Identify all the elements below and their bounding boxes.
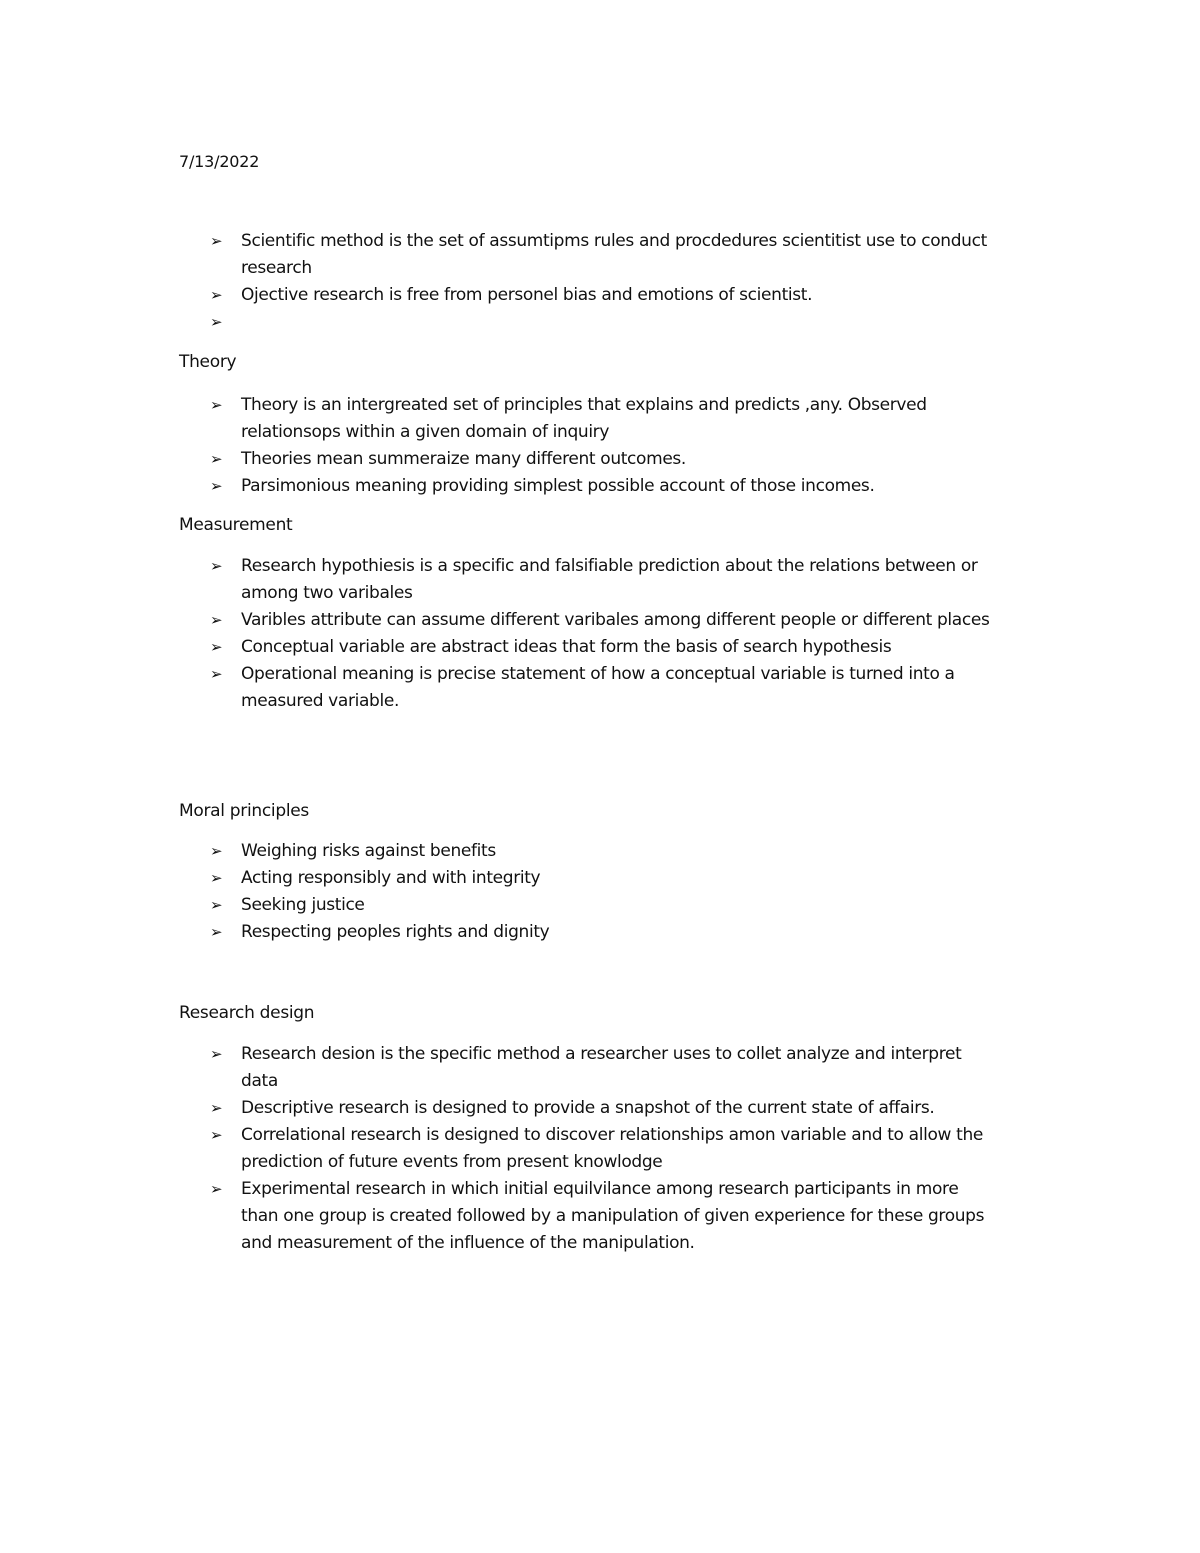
list-item-text: Correlational research is designed to discover relationships amon variable and to allow the prediction of future events from present knowlodge bbox=[241, 1125, 983, 1172]
list-item bbox=[210, 892, 990, 919]
arrowhead-bullet-icon: ➢ bbox=[210, 896, 223, 914]
arrowhead-bullet-icon: ➢ bbox=[210, 611, 223, 629]
list-item bbox=[210, 1176, 990, 1257]
arrowhead-bullet-icon: ➢ bbox=[210, 396, 223, 414]
arrowhead-bullet-icon: ➢ bbox=[210, 477, 223, 495]
list-item-text: Descriptive research is designed to provide a snapshot of the current state of affairs. bbox=[241, 1098, 935, 1118]
list-item bbox=[210, 553, 990, 607]
list-item bbox=[210, 919, 990, 946]
arrowhead-bullet-icon: ➢ bbox=[210, 450, 223, 468]
list-item-text: Weighing risks against benefits bbox=[241, 841, 496, 861]
list-item-text: Theory is an intergreated set of principles that explains and predicts ,any. Observed relationsops within a given domain of inquiry bbox=[241, 395, 927, 442]
intro-list bbox=[210, 228, 990, 331]
list-item-text: Conceptual variable are abstract ideas that form the basis of search hypothesis bbox=[241, 637, 892, 657]
arrowhead-bullet-icon: ➢ bbox=[210, 1099, 223, 1117]
list-item-text: Research hypothiesis is a specific and falsifiable prediction about the relations between or among two varibales bbox=[241, 556, 978, 603]
list-item-text: Ojective research is free from personel bias and emotions of scientist. bbox=[241, 285, 813, 305]
list-item bbox=[210, 865, 990, 892]
section-heading-measurement: Measurement bbox=[179, 515, 293, 535]
arrowhead-bullet-icon: ➢ bbox=[210, 1045, 223, 1063]
list-item bbox=[210, 228, 990, 282]
list-item-text: Varibles attribute can assume different varibales among different people or different places bbox=[241, 610, 990, 630]
arrowhead-bullet-icon: ➢ bbox=[210, 842, 223, 860]
list-item bbox=[210, 1095, 990, 1122]
arrowhead-bullet-icon: ➢ bbox=[210, 313, 223, 331]
arrowhead-bullet-icon: ➢ bbox=[210, 286, 223, 304]
section-heading-theory: Theory bbox=[179, 352, 237, 372]
list-item-text: Seeking justice bbox=[241, 895, 365, 915]
list-item-text: Respecting peoples rights and dignity bbox=[241, 922, 550, 942]
arrowhead-bullet-icon: ➢ bbox=[210, 869, 223, 887]
list-item bbox=[210, 607, 990, 634]
list-item bbox=[210, 282, 990, 309]
measurement-list bbox=[210, 553, 990, 715]
arrowhead-bullet-icon: ➢ bbox=[210, 923, 223, 941]
list-item bbox=[210, 838, 990, 865]
list-item-text: Operational meaning is precise statement of how a conceptual variable is turned into a measured variable. bbox=[241, 664, 955, 711]
list-item bbox=[210, 473, 990, 500]
list-item-text: Theories mean summeraize many different outcomes. bbox=[241, 449, 686, 469]
list-item bbox=[210, 634, 990, 661]
arrowhead-bullet-icon: ➢ bbox=[210, 665, 223, 683]
arrowhead-bullet-icon: ➢ bbox=[210, 1126, 223, 1144]
list-item bbox=[210, 1041, 990, 1095]
list-item bbox=[210, 446, 990, 473]
list-item bbox=[210, 392, 990, 446]
list-item-text: Scientific method is the set of assumtipms rules and procdedures scientitist use to conduct research bbox=[241, 231, 987, 278]
section-heading-moral-principles: Moral principles bbox=[179, 801, 309, 821]
section-heading-research-design: Research design bbox=[179, 1003, 315, 1023]
theory-list bbox=[210, 392, 990, 500]
list-item-text: Parsimonious meaning providing simplest possible account of those incomes. bbox=[241, 476, 875, 496]
list-item bbox=[210, 1122, 990, 1176]
moral-principles-list bbox=[210, 838, 990, 946]
document-date: 7/13/2022 bbox=[179, 152, 260, 171]
list-item-text: Experimental research in which initial equilvilance among research participants in more than one group is created followed by a manipulation of given experience for these groups and measurement of the influence of the manipulation. bbox=[241, 1179, 985, 1253]
list-item-text: Acting responsibly and with integrity bbox=[241, 868, 541, 888]
list-item bbox=[210, 661, 990, 715]
arrowhead-bullet-icon: ➢ bbox=[210, 557, 223, 575]
arrowhead-bullet-icon: ➢ bbox=[210, 1180, 223, 1198]
research-design-list bbox=[210, 1041, 990, 1257]
arrowhead-bullet-icon: ➢ bbox=[210, 638, 223, 656]
list-item-text: Research desion is the specific method a researcher uses to collet analyze and interpret data bbox=[241, 1044, 962, 1091]
arrowhead-bullet-icon: ➢ bbox=[210, 232, 223, 250]
